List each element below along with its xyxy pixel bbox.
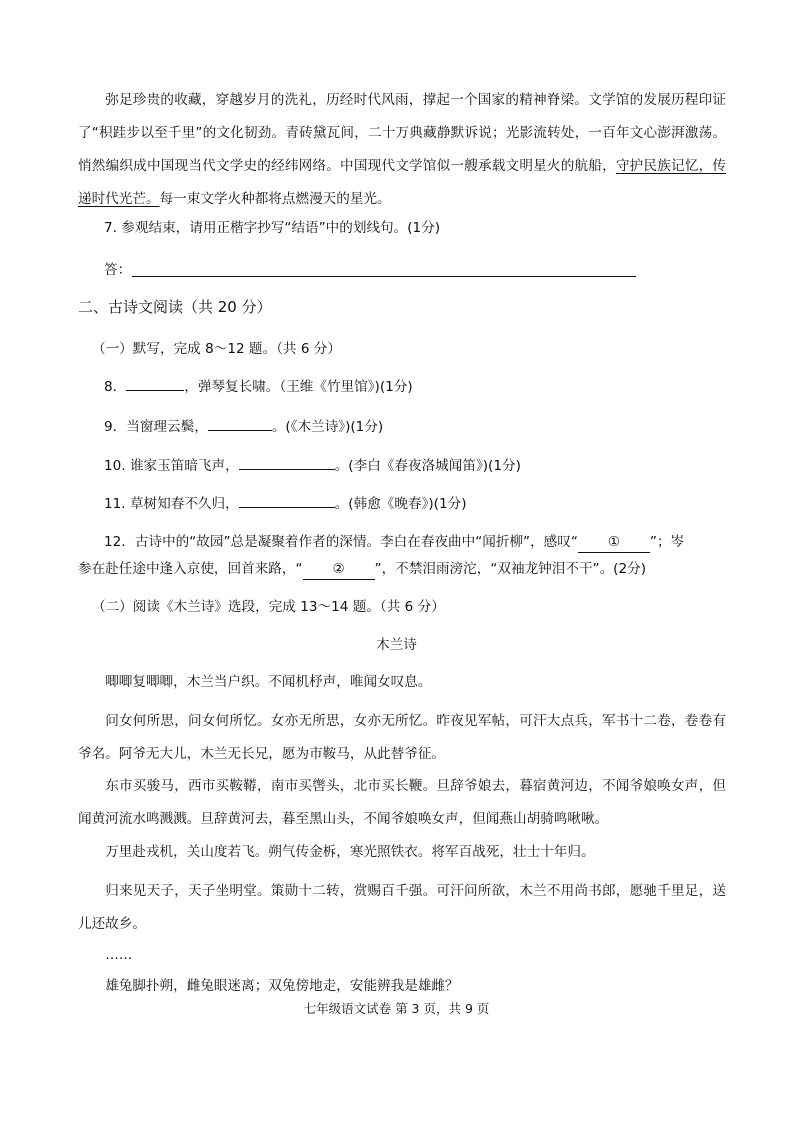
q11-prefix: 11. 草树知春不久归， (104, 496, 239, 512)
question-8 (104, 376, 413, 397)
poem-ellipsis: …… (105, 947, 133, 963)
question-7: 7. 参观结束，请用正楷字抄写“结语”中的划线句。(1分) (104, 220, 441, 236)
q9-prefix: 9．当窗理云鬓， (104, 419, 208, 435)
question-11 (104, 493, 467, 514)
q10-prefix: 10. 谁家玉笛暗飞声， (104, 458, 239, 474)
question-10 (104, 455, 521, 476)
intro-paragraph (78, 84, 726, 216)
q10-suffix: 。(李白《春夜洛城闻笛》)(1分) (334, 458, 521, 474)
q12-mark-2: ② (332, 561, 345, 577)
poem-stanza-5: 归来见天子，天子坐明堂。策勋十二转，赏赐百千强。可汗问所欲，木兰不用尚书郎，愿驰千里足，送儿还故乡。 (78, 883, 726, 932)
question-12-line-1 (104, 532, 684, 553)
q11-blank[interactable] (239, 493, 335, 508)
section-2-title: 二、古诗文阅读（共 20 分） (78, 298, 272, 316)
answer-line[interactable] (132, 276, 636, 277)
q12-text-a: 12．古诗中的“故园”总是凝聚着作者的深情。李白在春夜曲中“闻折柳”，感叹“ (104, 534, 578, 550)
page-footer: 七年级语文试卷 第 3 页，共 9 页 (303, 1001, 490, 1016)
poem-stanza-1: 唧唧复唧唧，木兰当户织。不闻机杼声，唯闻女叹息。 (105, 674, 432, 690)
q8-prefix: 8． (104, 379, 127, 395)
poem-title: 木兰诗 (376, 637, 417, 653)
q12-blank-2[interactable] (303, 559, 375, 580)
q12-blank-1[interactable] (578, 532, 650, 553)
q8-blank[interactable] (126, 376, 184, 391)
part-2-header: （二）阅读《木兰诗》选段，完成 13～14 题。（共 6 分） (92, 599, 445, 615)
intro-text-before: 弥足珍贵的收藏，穿越岁月的洗礼，历经时代风雨，撑起一个国家的精神脊梁。文学馆的发展历程印证了“积跬步以至千里”的文化韧劲。青砖黛瓦间，二十万典藏静默诉说；光影流转处，一百年文心澎湃激荡。悄然编织成中国现当代文学史的经纬网络。中国现代文学馆似一艘承载文明星火的航船， (78, 92, 726, 174)
q10-blank[interactable] (239, 455, 335, 470)
answer-label: 答： (104, 262, 132, 278)
q12-mark-1: ① (607, 534, 621, 550)
poem-stanza-2: 问女何所思，问女何所忆。女亦无所思，女亦无所忆。昨夜见军帖，可汗大点兵，军书十二卷，卷卷有爷名。阿爷无大儿，木兰无长兄，愿为市鞍马，从此替爷征。 (78, 713, 726, 762)
q12-text-d: ”，不禁泪雨滂沱，“双袖龙钟泪不干”。(2分) (374, 561, 647, 577)
underlined-sentence: 守护民族记忆，传递时代光芒。 (78, 158, 727, 207)
q11-suffix: 。(韩愈《晚春》)(1分) (334, 496, 467, 512)
q8-suffix: ，弹琴复长啸。（王维《竹里馆》)(1分) (184, 379, 413, 395)
poem-stanza-4: 万里赴戎机，关山度若飞。朔气传金柝，寒光照铁衣。将军百战死，壮士十年归。 (105, 844, 595, 860)
poem-stanza-last: 雄兔脚扑朔，雌兔眼迷离；双兔傍地走，安能辨我是雄雌？ (105, 978, 459, 994)
q12-text-c: 参在赴任途中逢入京使，回首来路，“ (78, 561, 303, 577)
poem-stanza-3: 东市买骏马，西市买鞍鞯，南市买辔头，北市买长鞭。旦辞爷娘去，暮宿黄河边，不闻爷娘唤女声，但闻黄河流水鸣溅溅。旦辞黄河去，暮至黑山头，不闻爷娘唤女声，但闻燕山胡骑鸣啾啾。 (78, 778, 726, 827)
question-12-line-2 (78, 559, 646, 580)
intro-text-after: 每一束文学火种都将点燃漫天的星光。 (159, 191, 391, 207)
part-1-header: （一）默写，完成 8～12 题。（共 6 分） (92, 341, 341, 357)
q9-blank[interactable] (208, 416, 272, 431)
q9-suffix: 。(《木兰诗》)(1分) (271, 419, 384, 435)
question-9 (104, 416, 383, 437)
q12-text-b: ”；岑 (649, 534, 685, 550)
